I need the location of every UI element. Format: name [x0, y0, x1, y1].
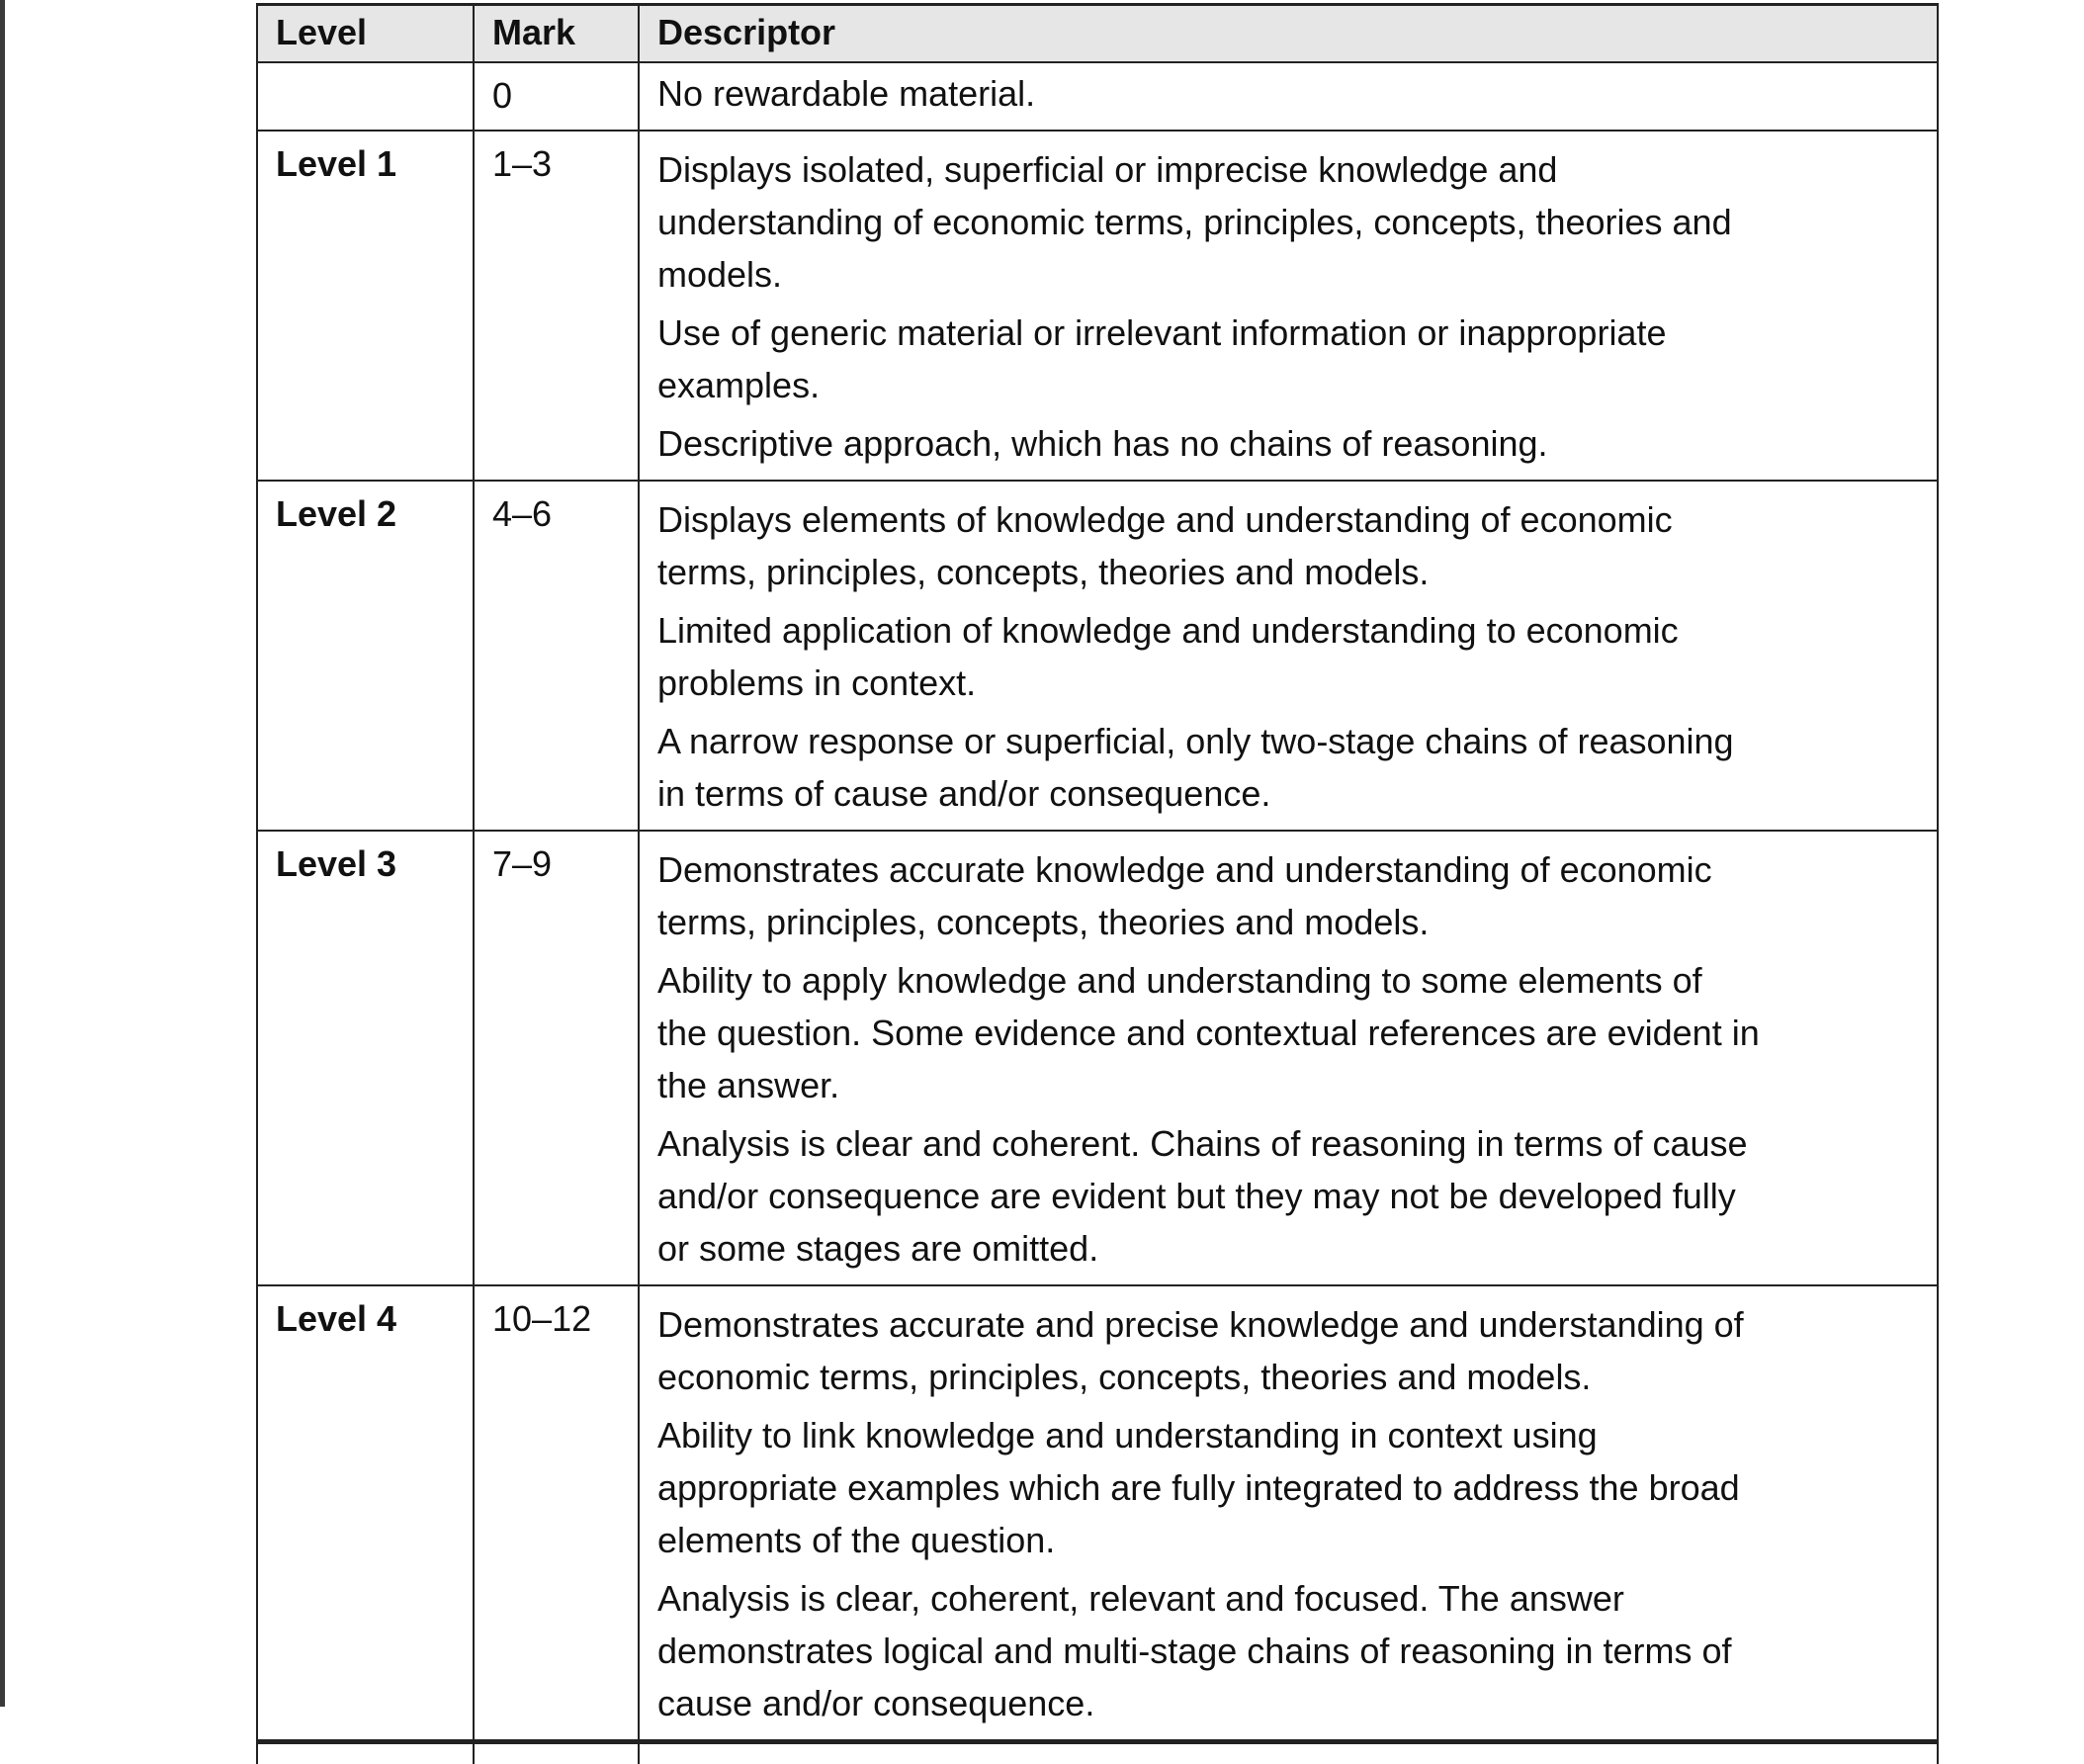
- descriptor-line: cause and/or consequence.: [657, 1677, 1919, 1729]
- descriptor-line: or some stages are omitted.: [657, 1222, 1919, 1275]
- table-row: [257, 481, 1938, 831]
- descriptor-cell: [639, 1285, 1938, 1742]
- mark-cell: 0: [474, 62, 639, 131]
- header-descriptor: Descriptor: [639, 5, 1938, 63]
- descriptor-line: Use of generic material or irrelevant information or inappropriate: [657, 307, 1919, 359]
- descriptor-line: elements of the question.: [657, 1514, 1919, 1566]
- descriptor-line: understanding of economic terms, principles, concepts, theories and: [657, 196, 1919, 248]
- descriptor-paragraph: [657, 1572, 1919, 1729]
- descriptor-line: appropriate examples which are fully integrated to address the broad: [657, 1461, 1919, 1514]
- empty-cell: [474, 1742, 639, 1764]
- descriptor-paragraph: [657, 67, 1919, 120]
- mark-cell: 4–6: [474, 481, 639, 831]
- descriptor-paragraph: [657, 954, 1919, 1111]
- level-cell: [257, 62, 474, 131]
- descriptor-line: in terms of cause and/or consequence.: [657, 767, 1919, 820]
- descriptor-line: Descriptive approach, which has no chains of reasoning.: [657, 417, 1919, 470]
- descriptor-line: Demonstrates accurate knowledge and understanding of economic: [657, 843, 1919, 896]
- header-level: Level: [257, 5, 474, 63]
- descriptor-line: demonstrates logical and multi-stage chains of reasoning in terms of: [657, 1625, 1919, 1677]
- next-row-stub: [257, 1742, 1938, 1764]
- table-header-row: [257, 5, 1938, 63]
- descriptor-line: Demonstrates accurate and precise knowledge and understanding of: [657, 1298, 1919, 1351]
- empty-cell: [257, 1742, 474, 1764]
- descriptor-line: Analysis is clear and coherent. Chains of reasoning in terms of cause: [657, 1117, 1919, 1170]
- descriptor-paragraph: [657, 417, 1919, 470]
- descriptor-line: the answer.: [657, 1059, 1919, 1111]
- descriptor-paragraph: [657, 1298, 1919, 1403]
- table-row: [257, 131, 1938, 481]
- descriptor-line: terms, principles, concepts, theories and models.: [657, 546, 1919, 598]
- descriptor-paragraph: [657, 307, 1919, 411]
- level-cell: Level 2: [257, 481, 474, 831]
- descriptor-paragraph: [657, 843, 1919, 948]
- level-cell: Level 1: [257, 131, 474, 481]
- descriptor-paragraph: [657, 143, 1919, 301]
- descriptor-cell: [639, 831, 1938, 1285]
- descriptor-paragraph: [657, 1409, 1919, 1566]
- descriptor-line: and/or consequence are evident but they may not be developed fully: [657, 1170, 1919, 1222]
- mark-scheme-table: [256, 3, 1939, 1764]
- descriptor-line: Analysis is clear, coherent, relevant and focused. The answer: [657, 1572, 1919, 1625]
- empty-cell: [639, 1742, 1938, 1764]
- mark-cell: 7–9: [474, 831, 639, 1285]
- descriptor-cell: [639, 131, 1938, 481]
- header-mark: Mark: [474, 5, 639, 63]
- mark-cell: 1–3: [474, 131, 639, 481]
- descriptor-cell: [639, 62, 1938, 131]
- descriptor-cell: [639, 481, 1938, 831]
- descriptor-line: Displays isolated, superficial or imprecise knowledge and: [657, 143, 1919, 196]
- table-row: [257, 831, 1938, 1285]
- descriptor-paragraph: [657, 1117, 1919, 1275]
- descriptor-line: Limited application of knowledge and understanding to economic: [657, 604, 1919, 657]
- table-row: [257, 1285, 1938, 1742]
- table-body: [257, 62, 1938, 1764]
- descriptor-line: Displays elements of knowledge and understanding of economic: [657, 493, 1919, 546]
- descriptor-line: models.: [657, 248, 1919, 301]
- descriptor-line: Ability to link knowledge and understanding in context using: [657, 1409, 1919, 1461]
- descriptor-line: No rewardable material.: [657, 67, 1919, 120]
- page-edge: [0, 0, 5, 1707]
- level-cell: Level 3: [257, 831, 474, 1285]
- table-row: [257, 62, 1938, 131]
- descriptor-line: Ability to apply knowledge and understanding to some elements of: [657, 954, 1919, 1007]
- descriptor-paragraph: [657, 715, 1919, 820]
- level-cell: Level 4: [257, 1285, 474, 1742]
- mark-cell: 10–12: [474, 1285, 639, 1742]
- descriptor-paragraph: [657, 493, 1919, 598]
- descriptor-line: economic terms, principles, concepts, theories and models.: [657, 1351, 1919, 1403]
- descriptor-line: examples.: [657, 359, 1919, 411]
- descriptor-line: terms, principles, concepts, theories and models.: [657, 896, 1919, 948]
- descriptor-line: problems in context.: [657, 657, 1919, 709]
- descriptor-paragraph: [657, 604, 1919, 709]
- descriptor-line: the question. Some evidence and contextual references are evident in: [657, 1007, 1919, 1059]
- descriptor-line: A narrow response or superficial, only two-stage chains of reasoning: [657, 715, 1919, 767]
